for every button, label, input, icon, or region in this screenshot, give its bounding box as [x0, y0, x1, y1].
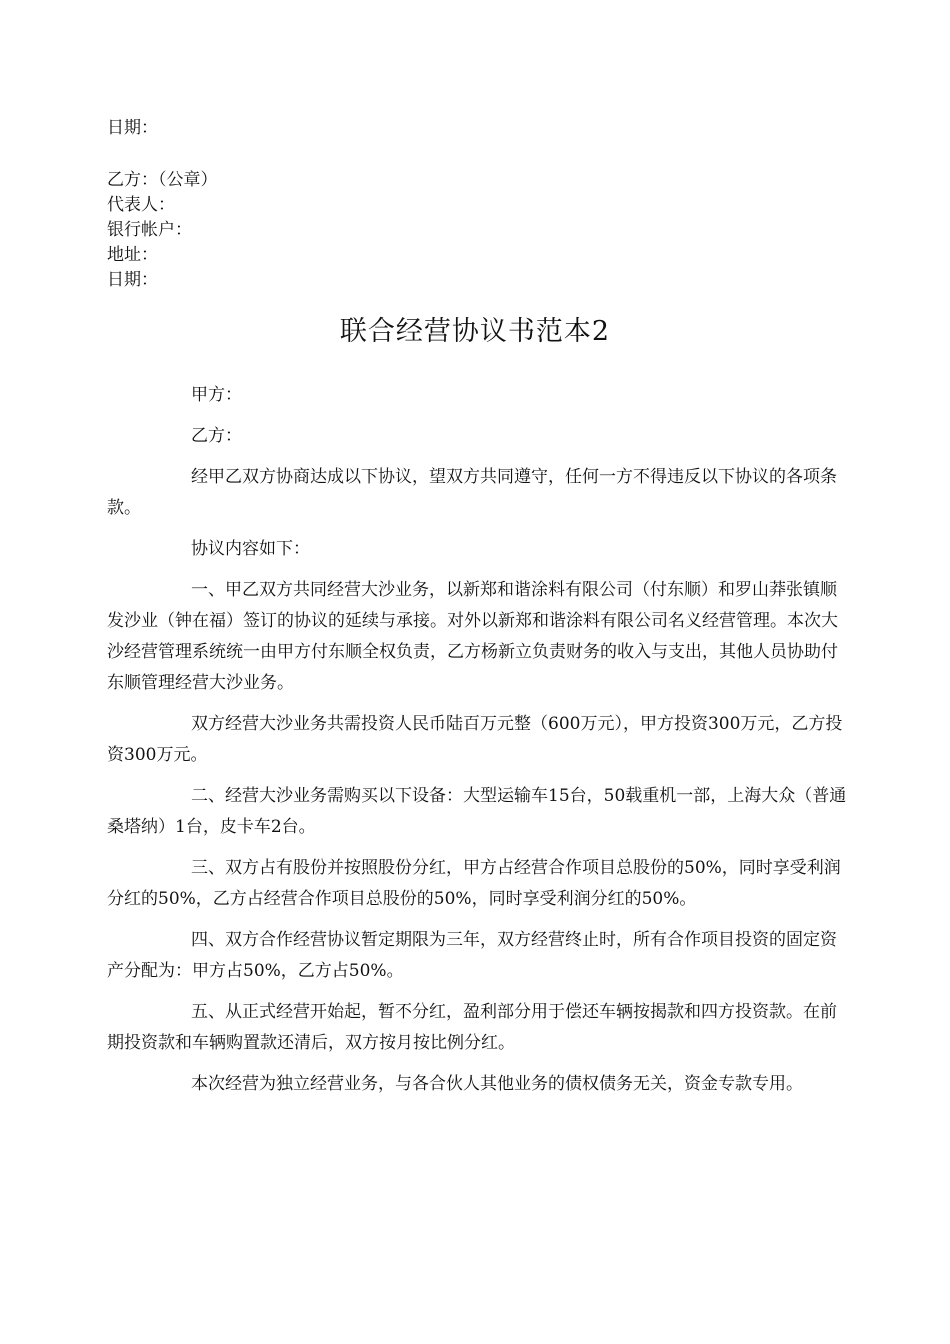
representative-field: 代表人：	[107, 195, 175, 215]
document-title: 联合经营协议书范本2	[339, 316, 611, 347]
signature-block	[107, 116, 507, 293]
intro-paragraph: 经甲乙双方协商达成以下协议，望双方共同遵守，任何一方不得违反以下协议的各项条款。	[107, 467, 837, 518]
party-b-seal-field: 乙方：（公章）	[107, 170, 218, 190]
bank-account-field: 银行帐户：	[107, 220, 192, 240]
independent-business-paragraph: 本次经营为独立经营业务，与各合伙人其他业务的债权债务无关，资金专款专用。	[191, 1074, 803, 1094]
party-a-line: 甲方：	[191, 385, 242, 405]
investment-paragraph: 双方经营大沙业务共需投资人民币陆百万元整（600万元），甲方投资300万元，乙方投资300万元。	[107, 714, 843, 765]
clause-4: 四、双方合作经营协议暂定期限为三年，双方经营终止时，所有合作项目投资的固定资产分配为：甲方占50%，乙方占50%。	[107, 930, 837, 981]
clause-3: 三、双方占有股份并按照股份分红，甲方占经营合作项目总股份的50%，同时享受利润分红的50%，乙方占经营合作项目总股份的50%，同时享受利润分红的50%。	[107, 858, 841, 909]
clause-2: 二、经营大沙业务需购买以下设备：大型运输车15台，50载重机一部，上海大众（普通桑塔纳）1台，皮卡车2台。	[107, 786, 847, 837]
spacer	[107, 141, 507, 168]
content-heading: 协议内容如下：	[191, 539, 310, 559]
party-b-line: 乙方：	[191, 426, 242, 446]
date-field-1: 日期：	[107, 118, 158, 138]
clause-1: 一、甲乙双方共同经营大沙业务，以新郑和谐涂料有限公司（付东顺）和罗山莽张镇顺发沙业（钟在福）签订的协议的延续与承接。对外以新郑和谐涂料有限公司名义经营管理。本次大沙经营管理系统统一由甲方付东顺全权负责，乙方杨新立负责财务的收入与支出，其他人员协助付东顺管理经营大沙业务。	[107, 580, 838, 693]
clause-5: 五、从正式经营开始起，暂不分红，盈利部分用于偿还车辆按揭款和四方投资款。在前期投资款和车辆购置款还清后，双方按月按比例分红。	[107, 1002, 837, 1053]
address-field: 地址：	[107, 245, 158, 265]
agreement-body	[107, 380, 847, 1110]
date-field-2: 日期：	[107, 270, 158, 290]
